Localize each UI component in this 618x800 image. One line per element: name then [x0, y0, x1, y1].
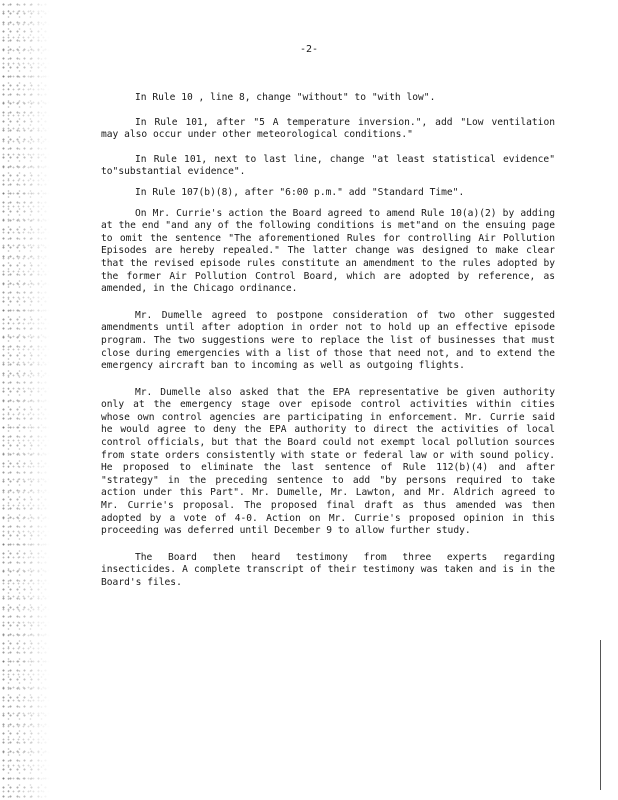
- scan-edge-noise: [0, 0, 50, 800]
- paragraph-rule-10: In Rule 10 , line 8, change "without" to "with low".: [135, 92, 436, 103]
- page-number: -2-: [299, 44, 319, 55]
- paragraph-insecticide-testimony: The Board then heard testimony from three experts regarding insecticides. A complete transcript of their testimony was taken and is in the Board's files.: [101, 551, 555, 588]
- paragraph-rule-101-inversion: In Rule 101, after "5 A temperature inversion.", add "Low ventilation may also occur under other meteorological conditions.": [101, 116, 555, 141]
- paragraph-currie-amendment: On Mr. Currie's action the Board agreed to amend Rule 10(a)(2) by adding at the end "and any of the following conditions is met"and on the ensuing page to omit the sentence "The aforementioned Rules for controlling Air Pollution Episodes are hereby repealed." The latter change was designed to make clear that the revised episode rules constitute an amendment to the rules adopted by the former Air Pollution Control Board, which are adopted by reference, as amended, in the Chicago ordinance.: [101, 207, 555, 295]
- paragraph-dumelle-postpone: Mr. Dumelle agreed to postpone consideration of two other suggested amendments until after adoption in order not to hold up an effective episode program. The two suggestions were to replace the list of businesses that must close during emergencies with a list of those that need not, and to extend the emergency aircraft ban to incoming as well as outgoing flights.: [101, 309, 555, 372]
- paragraph-epa-authority: Mr. Dumelle also asked that the EPA representative be given authority only at the emergency stage over episode control activities within cities whose own control agencies are participating in enforcement. Mr. Currie said he would agree to deny the EPA authority to direct the activities of local control officials, but that the Board could not exempt local pollution sources from state orders consistently with state or federal law or with sound policy. He proposed to eliminate the last sentence of Rule 112(b)(4) and after "strategy" in the preceding sentence to add "by persons required to take action under this Part". Mr. Dumelle, Mr. Lawton, and Mr. Aldrich agreed to Mr. Currie's proposal. The proposed final draft as thus amended was then adopted by a vote of 4-0. Action on Mr. Currie's proposed opinion in this proceeding was deferred until December 9 to allow further study.: [101, 386, 555, 537]
- margin-line: [600, 640, 601, 790]
- document-body: [101, 92, 555, 590]
- paragraph-rule-107: In Rule 107(b)(8), after "6:00 p.m." add "Standard Time".: [135, 186, 465, 198]
- paragraph-rule-101-evidence: In Rule 101, next to last line, change "at least statistical evidence" to"substantial evidence".: [101, 153, 555, 178]
